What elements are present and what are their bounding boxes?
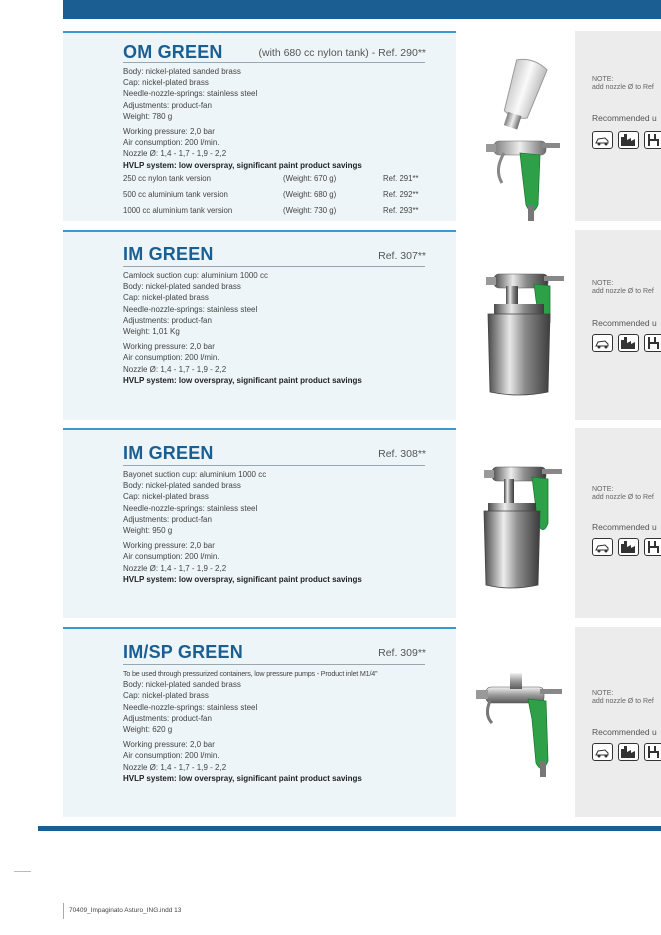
spec-line: Adjustments: product-fan bbox=[123, 514, 212, 524]
suction-spray-gun-image bbox=[480, 264, 570, 399]
title-rule bbox=[123, 465, 425, 466]
spec-line: Nozzle Ø: 1,4 - 1,7 - 1,9 - 2,2 bbox=[123, 563, 227, 573]
side-panel bbox=[575, 31, 661, 221]
usage-icons bbox=[592, 334, 661, 352]
note-label: NOTE: bbox=[592, 76, 614, 83]
spec-line: Cap: nickel-plated brass bbox=[123, 78, 209, 88]
title-rule bbox=[123, 62, 425, 63]
spec-line: Adjustments: product-fan bbox=[123, 713, 212, 723]
footer-file-label: 70409_Impaginato Asturo_ING.indd 13 bbox=[69, 907, 182, 914]
bottom-color-bar bbox=[38, 826, 661, 831]
spec-line: Needle-nozzle-springs: stainless steel bbox=[123, 503, 258, 513]
note-text: add nozzle Ø to Ref bbox=[592, 84, 654, 91]
product-title: OM GREEN bbox=[123, 42, 223, 62]
spec-line: Nozzle Ø: 1,4 - 1,7 - 1,9 - 2,2 bbox=[123, 149, 227, 159]
side-panel bbox=[575, 428, 661, 618]
product-ref: Ref. 307** bbox=[378, 250, 426, 262]
furniture-icon bbox=[644, 131, 661, 149]
product-title: IM GREEN bbox=[123, 443, 214, 463]
note-text: add nozzle Ø to Ref bbox=[592, 494, 654, 501]
usage-icons bbox=[592, 538, 661, 556]
spec-line: To be used through pressurized containers, low pressure pumps - Product inlet M1/4'' bbox=[123, 669, 378, 678]
spec-line: Adjustments: product-fan bbox=[123, 315, 212, 325]
spec-list bbox=[123, 270, 428, 386]
variant-weight: (Weight: 680 g) bbox=[283, 190, 337, 199]
note-label: NOTE: bbox=[592, 690, 614, 697]
car-icon bbox=[592, 538, 613, 556]
recommended-use-label: Recommended u bbox=[592, 727, 657, 737]
product-ref: Ref. 309** bbox=[378, 647, 426, 659]
variant-name: 1000 cc aluminium tank version bbox=[123, 206, 233, 215]
spec-list bbox=[123, 66, 428, 171]
variant-row bbox=[123, 206, 428, 216]
furniture-icon bbox=[644, 538, 661, 556]
spec-line: Needle-nozzle-springs: stainless steel bbox=[123, 304, 258, 314]
hvlp-line: HVLP system: low overspray, significant paint product savings bbox=[123, 375, 362, 385]
spec-line: Body: nickel-plated sanded brass bbox=[123, 680, 241, 690]
furniture-icon bbox=[644, 743, 661, 761]
spec-line: Air consumption: 200 l/min. bbox=[123, 353, 220, 363]
note bbox=[592, 76, 654, 92]
hvlp-line: HVLP system: low overspray, significant paint product savings bbox=[123, 574, 362, 584]
spec-line: Weight: 950 g bbox=[123, 526, 173, 536]
note bbox=[592, 486, 654, 502]
spec-line: Air consumption: 200 l/min. bbox=[123, 552, 220, 562]
note bbox=[592, 690, 654, 706]
usage-icons bbox=[592, 743, 661, 761]
variant-weight: (Weight: 670 g) bbox=[283, 174, 337, 183]
product-card-im-green-308 bbox=[63, 428, 456, 618]
spec-line: Adjustments: product-fan bbox=[123, 100, 212, 110]
product-ref: (with 680 cc nylon tank) - Ref. 290** bbox=[258, 47, 426, 59]
spec-line: Body: nickel-plated sanded brass bbox=[123, 282, 241, 292]
recommended-use-label: Recommended u bbox=[592, 318, 657, 328]
note-label: NOTE: bbox=[592, 280, 614, 287]
recommended-use-label: Recommended u bbox=[592, 113, 657, 123]
factory-icon bbox=[618, 131, 639, 149]
car-icon bbox=[592, 334, 613, 352]
spec-line: Needle-nozzle-springs: stainless steel bbox=[123, 702, 258, 712]
spec-line: Air consumption: 200 l/min. bbox=[123, 751, 220, 761]
spec-line: Cap: nickel-plated brass bbox=[123, 492, 209, 502]
product-title: IM GREEN bbox=[123, 244, 214, 264]
hvlp-line: HVLP system: low overspray, significant paint product savings bbox=[123, 773, 362, 783]
product-card-imsp-green-309 bbox=[63, 627, 456, 817]
side-panel bbox=[575, 627, 661, 817]
top-color-bar bbox=[63, 0, 661, 19]
spec-line: Working pressure: 2,0 bar bbox=[123, 740, 215, 750]
spec-line: Weight: 1,01 Kg bbox=[123, 327, 180, 337]
car-icon bbox=[592, 131, 613, 149]
title-rule bbox=[123, 266, 425, 267]
variant-name: 250 cc nylon tank version bbox=[123, 174, 211, 183]
spec-line: Nozzle Ø: 1,4 - 1,7 - 1,9 - 2,2 bbox=[123, 762, 227, 772]
variant-ref: Ref. 292** bbox=[383, 190, 419, 199]
spec-line: Nozzle Ø: 1,4 - 1,7 - 1,9 - 2,2 bbox=[123, 364, 227, 374]
product-card-im-green-307 bbox=[63, 230, 456, 420]
note-text: add nozzle Ø to Ref bbox=[592, 698, 654, 705]
spec-line: Cap: nickel-plated brass bbox=[123, 293, 209, 303]
crop-mark bbox=[14, 871, 31, 872]
variant-weight: (Weight: 730 g) bbox=[283, 206, 337, 215]
spec-list bbox=[123, 469, 428, 585]
pressure-spray-gun-image bbox=[472, 665, 567, 780]
spec-line: Weight: 620 g bbox=[123, 725, 173, 735]
note-text: add nozzle Ø to Ref bbox=[592, 288, 654, 295]
note bbox=[592, 280, 654, 296]
spec-line: Bayonet suction cup: aluminium 1000 cc bbox=[123, 470, 267, 479]
spec-line: Weight: 780 g bbox=[123, 111, 173, 121]
factory-icon bbox=[618, 334, 639, 352]
title-rule bbox=[123, 664, 425, 665]
spec-line: Body: nickel-plated sanded brass bbox=[123, 67, 241, 76]
suction-spray-gun-image bbox=[478, 455, 568, 595]
spec-line: Air consumption: 200 l/min. bbox=[123, 138, 220, 148]
variant-row bbox=[123, 174, 428, 184]
gravity-spray-gun-image bbox=[476, 55, 566, 225]
variant-name: 500 cc aluminium tank version bbox=[123, 190, 228, 199]
furniture-icon bbox=[644, 334, 661, 352]
variant-ref: Ref. 293** bbox=[383, 206, 419, 215]
note-label: NOTE: bbox=[592, 486, 614, 493]
spec-line: Body: nickel-plated sanded brass bbox=[123, 481, 241, 491]
car-icon bbox=[592, 743, 613, 761]
spec-list bbox=[123, 668, 428, 784]
factory-icon bbox=[618, 743, 639, 761]
recommended-use-label: Recommended u bbox=[592, 522, 657, 532]
factory-icon bbox=[618, 538, 639, 556]
crop-mark bbox=[63, 903, 64, 919]
spec-line: Camlock suction cup: aluminium 1000 cc bbox=[123, 271, 268, 280]
spec-line: Working pressure: 2,0 bar bbox=[123, 127, 215, 137]
spec-line: Cap: nickel-plated brass bbox=[123, 691, 209, 701]
hvlp-line: HVLP system: low overspray, significant paint product savings bbox=[123, 160, 362, 170]
variant-ref: Ref. 291** bbox=[383, 174, 419, 183]
side-panel bbox=[575, 230, 661, 420]
spec-line: Working pressure: 2,0 bar bbox=[123, 541, 215, 551]
product-card-om-green bbox=[63, 31, 456, 221]
product-ref: Ref. 308** bbox=[378, 448, 426, 460]
spec-line: Working pressure: 2,0 bar bbox=[123, 342, 215, 352]
usage-icons bbox=[592, 131, 661, 149]
variant-row bbox=[123, 190, 428, 200]
product-title: IM/SP GREEN bbox=[123, 642, 243, 662]
spec-line: Needle-nozzle-springs: stainless steel bbox=[123, 89, 258, 99]
